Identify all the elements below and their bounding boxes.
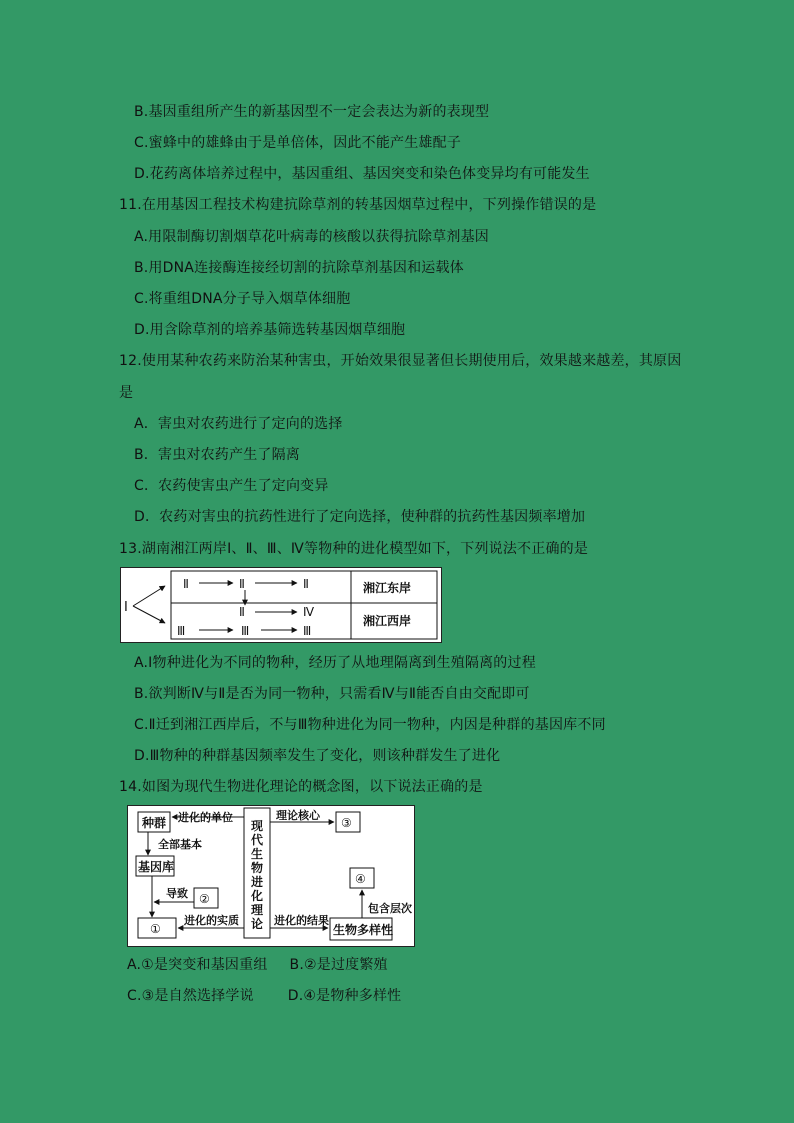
q13-option-b: B.欲判断Ⅳ与Ⅱ是否为同一物种，只需看Ⅳ与Ⅱ能否自由交配即可: [134, 686, 530, 702]
q14-option-d: D.④是物种多样性: [287, 988, 402, 1004]
fig14-result-label: 进化的结果: [274, 914, 329, 927]
q14-concept-map: [127, 805, 415, 947]
fig14-center-7: 理: [251, 903, 264, 917]
q11-option-c: C.将重组DNA分子导入烟草体细胞: [134, 291, 351, 307]
q14-figure-svg: [128, 806, 414, 946]
fig14-center-2: 代: [251, 833, 264, 847]
q13-option-d: D.Ⅲ物种的种群基因频率发生了变化，则该种群发生了进化: [134, 748, 501, 764]
q14-options-row-1: [127, 956, 388, 974]
fig14-biodiversity: 生物多样性: [333, 923, 394, 937]
q10-option-d: D.花药离体培养过程中，基因重组、基因突变和染色体变异均有可能发生: [134, 166, 590, 182]
fig14-box-1: ①: [150, 922, 161, 936]
fig14-box-4: ④: [355, 872, 366, 886]
fig14-core-label: 理论核心: [276, 809, 320, 822]
fig13-top-1: Ⅱ: [183, 577, 189, 591]
fig13-east-bank-label: 湘江东岸: [363, 581, 412, 595]
fig13-mid-2: Ⅳ: [303, 605, 315, 619]
fig13-bottom-2: Ⅲ: [241, 624, 250, 638]
q12-option-d: D．农药对害虫的抗药性进行了定向选择，使种群的抗药性基因频率增加: [134, 509, 586, 525]
fig13-mid-1: Ⅱ: [239, 605, 245, 619]
fig14-center-1: 现: [251, 819, 264, 833]
q12-stem: 12.使用某种农药来防治某种害虫，开始效果很显著但长期使用后，效果越来越差，其原因: [119, 353, 682, 369]
q11-option-b: B.用DNA连接酶连接经切割的抗除草剂基因和运载体: [134, 260, 464, 276]
q11-stem: 11.在用基因工程技术构建抗除草剂的转基因烟草过程中，下列操作错误的是: [119, 197, 597, 213]
q13-evolution-figure: [120, 567, 442, 643]
q12-stem-cont: 是: [119, 385, 134, 401]
fig14-center-3: 生: [251, 847, 264, 861]
fig14-box-2: ②: [199, 892, 210, 906]
q13-option-c: C.Ⅱ迁到湘江西岸后，不与Ⅲ物种进化为同一物种，内因是种群的基因库不同: [134, 717, 606, 733]
q14-options-row-2: [127, 987, 401, 1005]
q13-figure-svg: [121, 568, 441, 642]
fig14-unit-label: 进化的单位: [178, 811, 233, 824]
fig14-center-5: 进: [251, 875, 264, 889]
fig13-bottom-3: Ⅲ: [303, 624, 312, 638]
q11-option-d: D.用含除草剂的培养基筛选转基因烟草细胞: [134, 322, 406, 338]
fig14-gene-pool: 基因库: [138, 860, 175, 874]
q14-option-b: B.②是过度繁殖: [289, 957, 388, 973]
fig14-box-3: ③: [341, 816, 352, 830]
fig14-center-6: 化: [251, 889, 264, 903]
q11-option-a: A.用限制酶切割烟草花叶病毒的核酸以获得抗除草剂基因: [134, 229, 489, 245]
q13-option-a: A.Ⅰ物种进化为不同的物种，经历了从地理隔离到生殖隔离的过程: [134, 655, 536, 671]
fig13-bottom-1: Ⅲ: [177, 624, 186, 638]
fig14-center-4: 物: [251, 861, 264, 875]
q12-option-a: A．害虫对农药进行了定向的选择: [134, 416, 343, 432]
fig14-all-basic-label: 全部基本: [158, 838, 202, 851]
q14-option-a: A.①是突变和基因重组: [127, 957, 268, 973]
fig14-essence-label: 进化的实质: [184, 914, 239, 927]
q14-option-c: C.③是自然选择学说: [127, 988, 254, 1004]
fig13-species-1: Ⅰ: [124, 600, 128, 615]
fig13-top-3: Ⅱ: [303, 577, 309, 591]
fig14-center-8: 论: [251, 917, 264, 931]
q12-option-b: B．害虫对农药产生了隔离: [134, 447, 301, 463]
q13-stem: 13.湖南湘江两岸Ⅰ、Ⅱ、Ⅲ、Ⅳ等物种的进化模型如下，下列说法不正确的是: [119, 541, 589, 557]
fig14-population: 种群: [142, 816, 167, 830]
q14-stem: 14.如图为现代生物进化理论的概念图，以下说法正确的是: [119, 779, 483, 795]
fig14-includes-label: 包含层次: [368, 902, 412, 915]
fig14-leads-to-label: 导致: [166, 887, 188, 900]
fig13-west-bank-label: 湘江西岸: [363, 614, 412, 628]
q12-option-c: C．农药使害虫产生了定向变异: [134, 478, 329, 494]
fig13-top-2: Ⅱ: [239, 577, 245, 591]
q10-option-c: C.蜜蜂中的雄蜂由于是单倍体，因此不能产生雄配子: [134, 135, 462, 151]
q10-option-b: B.基因重组所产生的新基因型不一定会表达为新的表现型: [134, 104, 490, 120]
